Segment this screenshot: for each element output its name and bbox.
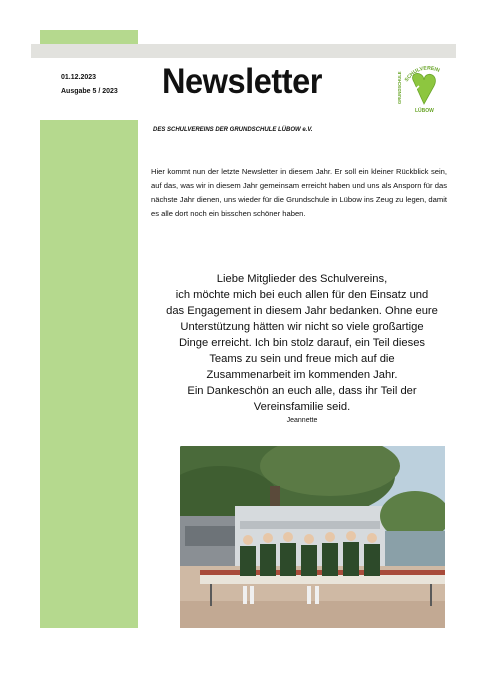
newsletter-date: 01.12.2023 xyxy=(61,74,97,81)
schulverein-logo xyxy=(393,60,448,115)
team-photo xyxy=(180,446,445,628)
letter-line: Liebe Mitglieder des Schulvereins, xyxy=(216,273,388,285)
letter-line: das Engagement in diesem Jahr bedanken. Ohne eure xyxy=(166,305,438,317)
letter-line: Dinge erreicht. Ich bin stolz darauf, ein Teil dieses xyxy=(178,337,426,349)
intro-paragraph: Hier kommt nun der letzte Newsletter in diesem Jahr. Er soll ein kleiner Rückblick sein, auf das, was wir in diesem Jahr gemeinsam erreicht haben und uns als Ansporn für das nächste Jahr dienen, uns wieder für die Grundschule in Lübow ins Zeug zu legen, damit es alle dort noch ein bisschen schöner haben. xyxy=(151,167,447,218)
thank-you-letter xyxy=(145,271,459,415)
newsletter-title: Newsletter xyxy=(162,62,322,101)
letter-line: Vereinsfamilie seid. xyxy=(253,401,351,413)
newsletter-subtitle: DES SCHULVEREINS DER GRUNDSCHULE LÜBOW e.V. xyxy=(153,127,313,133)
letter-line: Zusammenarbeit im kommenden Jahr. xyxy=(206,369,398,381)
letter-line: ich möchte mich bei euch allen für den Einsatz und xyxy=(175,289,429,301)
logo-left-text: GRUNDSCHULE xyxy=(397,71,402,104)
header-band xyxy=(31,44,456,58)
letter-signature: Jeannette xyxy=(286,417,318,424)
logo-bottom-text: LÜBOW xyxy=(415,108,434,114)
letter-line: Unterstützung hätten wir nicht so viele großartige xyxy=(180,321,424,333)
logo-top-text: SCHULVEREIN xyxy=(403,65,441,84)
letter-line: Teams zu sein und freue mich auf die xyxy=(209,353,395,365)
newsletter-issue: Ausgabe 5 / 2023 xyxy=(61,88,118,95)
letter-line: Ein Dankeschön an euch alle, dass ihr Teil der xyxy=(187,385,417,397)
